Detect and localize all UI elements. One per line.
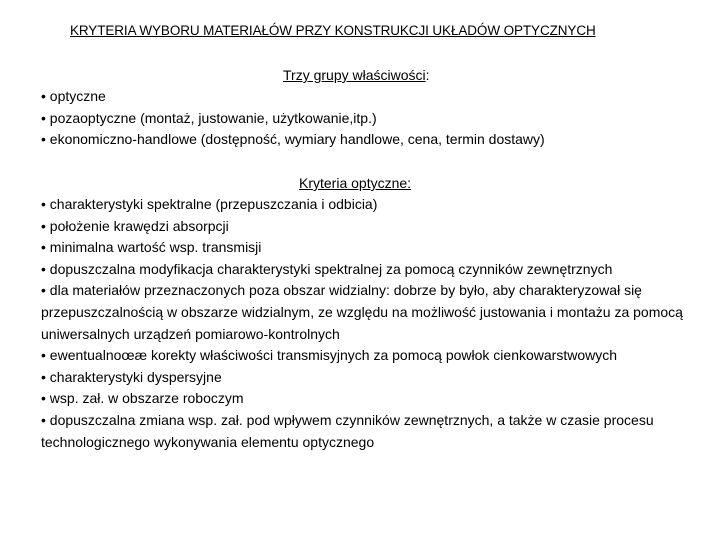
list-item: • ewentualnoœæ korekty właściwości transmisyjnych za pomocą powłok cienkowarstwowych <box>41 347 618 364</box>
list-item: • dopuszczalna zmiana wsp. zał. pod wpływem czynników zewnętrznych, a także w czasie procesu technologicznego wykonywania elementu optycznego <box>41 411 654 450</box>
list-item: • charakterystyki dyspersyjne <box>41 368 222 385</box>
groups-heading-text: Trzy grupy właściwości <box>283 67 426 83</box>
list-item: • położenie krawędzi absorpcji <box>41 217 229 234</box>
groups-heading <box>283 67 430 83</box>
optical-criteria-list <box>41 194 701 453</box>
list-item: • minimalna wartość wsp. transmisji <box>41 239 262 256</box>
page-title: KRYTERIA WYBORU MATERIAŁÓW PRZY KONSTRUKCJI UKŁADÓW OPTYCZNYCH <box>70 23 596 38</box>
list-item: • pozaoptyczne (montaż, justowanie, użytkowanie,itp.) <box>41 109 377 126</box>
property-groups-list <box>41 86 701 151</box>
list-item: • optyczne <box>41 88 106 104</box>
list-item: • dopuszczalna modyfikacja charakterystyki spektralnej za pomocą czynników zewnętrznych <box>41 260 613 277</box>
list-item: • charakterystyki spektralne (przepuszczania i odbicia) <box>41 196 378 212</box>
list-item: • ekonomiczno-handlowe (dostępność, wymiary handlowe, cena, termin dostawy) <box>41 131 545 148</box>
optical-criteria-heading: Kryteria optyczne: <box>299 175 412 191</box>
list-item: • dla materiałów przeznaczonych poza obszar widzialny: dobrze by było, aby charakteryzował się przepuszczalnością w obszarze widzialnym, ze względu na możliwość justowania i montażu za pomocą uniwersalnych urządzeń pomiarowo-kontrolnych <box>41 282 683 342</box>
list-item: • wsp. zał. w obszarze roboczym <box>41 390 244 407</box>
groups-heading-colon: : <box>425 67 430 83</box>
